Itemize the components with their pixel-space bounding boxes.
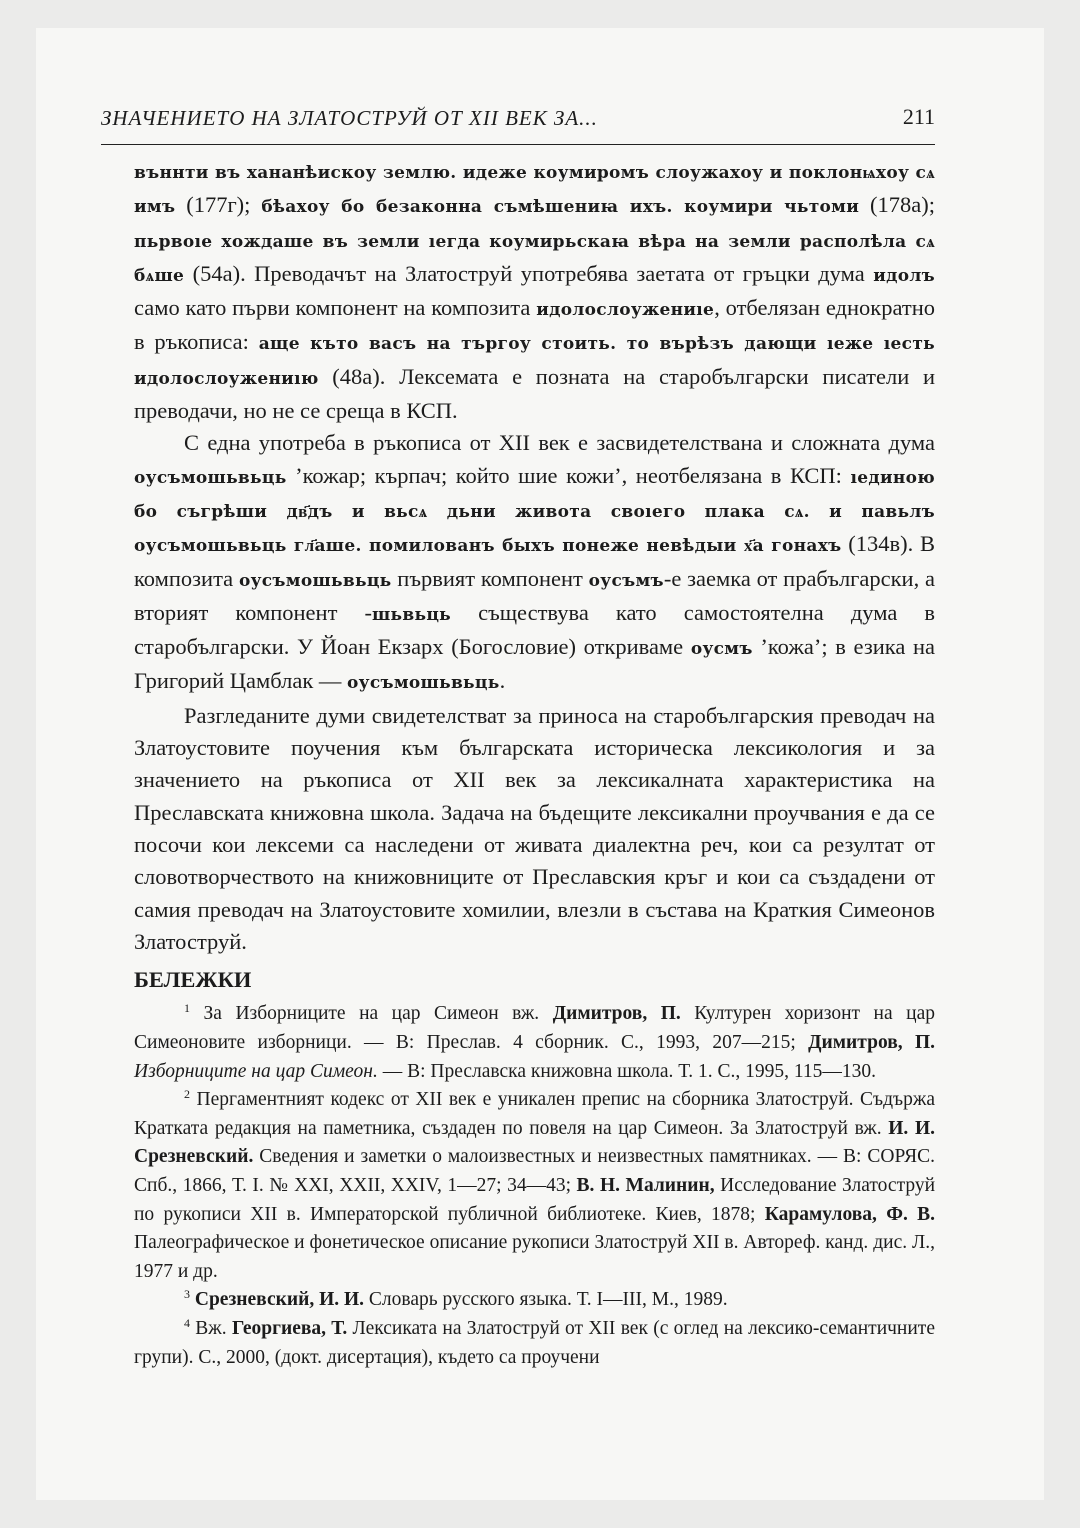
- slavonic-word: шьвьць: [371, 604, 452, 625]
- note-2: [134, 1086, 935, 1286]
- note-number: 4: [184, 1315, 190, 1330]
- text-run: Вж.: [190, 1317, 232, 1339]
- slavonic-word: оусъмошьвьць: [347, 673, 500, 694]
- text-run: само като първи компонент на композита: [134, 295, 537, 321]
- work-title: Изборниците на цар Симеон.: [134, 1060, 378, 1082]
- slavonic-word: оусъмошьвьць: [134, 467, 287, 488]
- text-run: (177г);: [175, 192, 262, 218]
- note-number: 3: [184, 1287, 190, 1302]
- slavonic-word: оусъмъ: [588, 570, 664, 591]
- main-text: [134, 155, 935, 1372]
- note-1: [134, 1000, 935, 1086]
- running-header: [101, 106, 935, 145]
- author-name: Срезневский, И. И.: [194, 1289, 365, 1311]
- slavonic-quote: аще къто васъ на търгоу стоить. то върѣзъ дающи ıеже ıесть идолослоужениıю: [134, 334, 935, 389]
- author-name: Димитров, П.: [552, 1003, 681, 1025]
- text-run: Пергаментният кодекс от XII век е уникален препис на сборника Златоструй. Съдържа Кратката редакция на паметника, създаден по повеля на цар Симеон. За Златоструй вж.: [134, 1089, 935, 1139]
- text-run: Палеографическое и фонетическое описание рукописи Златоструй XII в. Автореф. канд. дис. Л., 1977 и др.: [134, 1232, 935, 1282]
- paragraph-3: Разгледаните думи свидетелстват за приноса на старобългарския преводач на Златоустовите поучения към българската историческа лексикология и за значението на ръкописа от XII век за лексикалната характеристика на Преславската книжовна школа. Задача на бъдещите лексикални проучвания е да се посочи кои лексеми са наследени от живата диалектна реч, кои са резултат от словотворчеството на книжовниците от Преславския кръг и кои са създадени от самия преводач на Златоустовите хомилии, влезли в състава на Краткия Симеонов Златоструй.: [134, 702, 935, 954]
- text-run: Словарь русского языка. Т. I—III, М., 1989.: [364, 1289, 728, 1311]
- author-name: Георгиева, Т.: [231, 1317, 348, 1339]
- slavonic-quote: ıединою бо съгрѣши дв҃дъ и вьсѧ дьни живота своıего плака сѧ. и павьлъ оусъмошьвьць гл҃аше. помилованъ быхъ понеже невѣдыи х҃а гонахъ: [134, 467, 935, 557]
- author-name: Карамулова, Ф. В.: [764, 1203, 936, 1225]
- text-run: ’кожа’; в езика на Григорий Цамблак —: [134, 634, 936, 694]
- text-run: Исследование Златоструй по рукописи XII в. Императорской публичной библиотеке. Киев, 1878;: [134, 1174, 936, 1225]
- paragraph-1: [134, 155, 935, 427]
- note-number: 1: [184, 1001, 190, 1016]
- text-run: (178а);: [859, 192, 935, 218]
- slavonic-word: оусмъ: [690, 639, 753, 660]
- note-number: 2: [184, 1087, 190, 1102]
- slavonic-quote: въннти въ хананѣискоу землю. идеже коумиромъ слоужахоу и поклонѩхоу сѧ имъ: [134, 163, 935, 218]
- paragraph-2: [134, 427, 935, 699]
- text-run: (48а). Лексемата е позната на старобългарски писатели и преводачи, но не се среща в КСП.: [134, 363, 935, 424]
- text-run: (54а). Преводачът на Златоструй употребява заетата от гръцки дума: [184, 260, 874, 286]
- page-number: 211: [902, 104, 935, 129]
- text-run: (134в). В композита: [134, 531, 935, 591]
- text-run: , отбелязан еднократно в ръкописа:: [134, 295, 935, 355]
- note-4: [134, 1315, 935, 1372]
- running-title: ЗНАЧЕНИЕТО НА ЗЛАТОСТРУЙ ОТ XII ВЕК ЗА...: [101, 106, 598, 130]
- author-name: И. И. Срезневский.: [134, 1117, 935, 1168]
- slavonic-quote: пьрвоıе хождаше въ земли ıегда коумирьскаꙗ вѣра на земли располѣла сѧ бѧше: [134, 231, 935, 286]
- text-run: Лексиката на Златоструй от XII век (с оглед на лексико-семантичните групи). С., 2000, (докт. дисертация), където са проучени: [134, 1317, 935, 1368]
- author-name: Димитров, П.: [808, 1032, 935, 1054]
- text-run: Сведения и заметки о малоизвестных и неизвестных памятниках. — В: СОРЯС. Спб., 1866, Т. I. № XXI, XXII, XXIV, 1—27; 34—43;: [134, 1146, 935, 1196]
- note-3: [134, 1286, 935, 1315]
- slavonic-quote: бѣахоу бо безаконна съмѣшениꙗ ихъ. коумири чьтоми: [261, 197, 860, 218]
- text-run: -е заемка от прабългарски, а вторият компонент -: [134, 565, 935, 625]
- text-run: съществува като самостоятелна дума в старобългарски. У Йоан Екзарх (Богословие) откриваме: [134, 599, 935, 660]
- slavonic-word: идолъ: [873, 265, 935, 286]
- text-run: — В: Преславска книжовна школа. Т. 1. С., 1995, 115—130.: [377, 1060, 876, 1082]
- author-name: В. Н. Малинин,: [576, 1174, 715, 1196]
- notes-heading: БЕЛЕЖКИ: [134, 967, 252, 993]
- text-run: първият компонент: [391, 565, 589, 591]
- notes-list: [134, 1000, 935, 1372]
- text-run: ’кожар; кърпач; който шие кожи’, неотбелязана в КСП:: [286, 462, 851, 488]
- text-run: .: [499, 668, 506, 694]
- text-run: За Изборниците на цар Симеон вж.: [190, 1003, 553, 1025]
- text-run: Културен хоризонт на цар Симеоновите изборници. — В: Преслав. 4 сборник. С., 1993, 207—215;: [134, 1003, 935, 1054]
- text-run: С една употреба в ръкописа от XII век е засвидетелствана и сложната дума: [184, 430, 935, 456]
- slavonic-word: идолослоужениıе: [536, 300, 715, 321]
- slavonic-word: оусъмошьвьць: [238, 570, 392, 591]
